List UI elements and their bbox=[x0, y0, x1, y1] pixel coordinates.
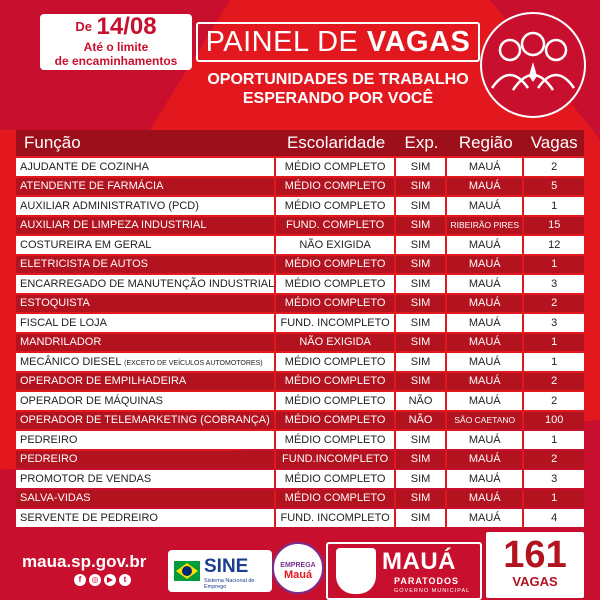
cell-vagas bbox=[524, 275, 584, 293]
cell-escolaridade-text: FUND. INCOMPLETO bbox=[280, 316, 390, 329]
cell-funcao-text: OPERADOR DE TELEMARKETING (COBRANÇA) bbox=[20, 414, 270, 427]
people-icon bbox=[478, 10, 588, 120]
table-row bbox=[16, 373, 584, 391]
table-row bbox=[16, 256, 584, 274]
maua-logo bbox=[326, 542, 482, 600]
deadline-box bbox=[40, 14, 192, 70]
cell-vagas-text: 15 bbox=[548, 219, 561, 232]
cell-exp bbox=[396, 353, 447, 371]
cell-escolaridade bbox=[276, 431, 396, 449]
cell-escolaridade-text: MÉDIO COMPLETO bbox=[284, 414, 386, 427]
page-subtitle bbox=[196, 70, 480, 108]
cell-escolaridade-text: FUND. INCOMPLETO bbox=[280, 511, 390, 524]
cell-regiao-text: MAUÁ bbox=[468, 258, 501, 271]
cell-regiao-text: MAUÁ bbox=[468, 297, 501, 310]
cell-regiao bbox=[447, 314, 524, 332]
column-header-exp: Exp. bbox=[396, 130, 447, 156]
cell-funcao-note: (EXCETO DE VEÍCULOS AUTOMOTORES) bbox=[124, 359, 263, 367]
cell-escolaridade-text: MÉDIO COMPLETO bbox=[284, 492, 386, 505]
cell-regiao bbox=[447, 158, 524, 176]
cell-exp bbox=[396, 256, 447, 274]
jobs-table bbox=[16, 128, 584, 529]
maua-name: MAUÁ bbox=[382, 548, 456, 575]
cell-exp bbox=[396, 470, 447, 488]
cell-regiao-text: MAUÁ bbox=[468, 336, 501, 349]
cell-funcao-text: OPERADOR DE EMPILHADEIRA bbox=[20, 375, 187, 388]
cell-regiao bbox=[447, 256, 524, 274]
cell-funcao-text: SALVA-VIDAS bbox=[20, 492, 91, 505]
cell-regiao-text: SÃO CAETANO bbox=[454, 415, 516, 426]
cell-funcao-text: MECÂNICO DIESEL bbox=[20, 355, 122, 368]
cell-regiao-text: MAUÁ bbox=[468, 199, 501, 212]
cell-funcao bbox=[16, 275, 276, 293]
cell-exp-text: SIM bbox=[410, 336, 431, 349]
cell-exp-text: SIM bbox=[410, 199, 431, 212]
cell-funcao-text: OPERADOR DE MÁQUINAS bbox=[20, 394, 164, 407]
table-row bbox=[16, 275, 584, 293]
facebook-icon[interactable]: f bbox=[74, 574, 86, 586]
cell-exp-text: SIM bbox=[410, 375, 431, 388]
total-vacancies bbox=[486, 532, 584, 598]
table-row bbox=[16, 451, 584, 469]
cell-funcao-text: AJUDANTE DE COZINHA bbox=[20, 160, 149, 173]
cell-vagas bbox=[524, 490, 584, 508]
cell-exp-text: SIM bbox=[410, 277, 431, 290]
table-row bbox=[16, 236, 584, 254]
cell-escolaridade bbox=[276, 412, 396, 430]
cell-exp-text: SIM bbox=[410, 316, 431, 329]
cell-escolaridade bbox=[276, 314, 396, 332]
total-label: VAGAS bbox=[512, 574, 558, 589]
cell-funcao-text: ENCARREGADO DE MANUTENÇÃO INDUSTRIAL bbox=[20, 277, 275, 290]
cell-funcao bbox=[16, 451, 276, 469]
twitter-icon[interactable]: t bbox=[119, 574, 131, 586]
cell-funcao bbox=[16, 431, 276, 449]
date-value: 14/08 bbox=[96, 13, 157, 40]
cell-funcao-text: AUXILIAR ADMINISTRATIVO (PCD) bbox=[20, 199, 199, 212]
cell-regiao bbox=[447, 353, 524, 371]
cell-escolaridade-text: MÉDIO COMPLETO bbox=[284, 433, 386, 446]
cell-funcao-text: FISCAL DE LOJA bbox=[20, 316, 108, 329]
cell-funcao bbox=[16, 314, 276, 332]
cell-escolaridade bbox=[276, 470, 396, 488]
cell-regiao-text: MAUÁ bbox=[468, 375, 501, 388]
cell-regiao-text: MAUÁ bbox=[468, 511, 501, 524]
cell-vagas-text: 3 bbox=[551, 472, 558, 485]
title-light: PAINEL DE bbox=[205, 26, 359, 58]
cell-funcao bbox=[16, 334, 276, 352]
cell-vagas-text: 1 bbox=[551, 433, 558, 446]
emprega-bottom: Mauá bbox=[283, 569, 313, 581]
cell-regiao-text: MAUÁ bbox=[468, 433, 501, 446]
column-header-vagas: Vagas bbox=[524, 130, 584, 156]
cell-regiao bbox=[447, 334, 524, 352]
cell-regiao bbox=[447, 392, 524, 410]
date-prefix: De bbox=[75, 19, 93, 34]
cell-exp-text: SIM bbox=[410, 238, 431, 251]
cell-exp-text: SIM bbox=[410, 453, 431, 466]
cell-funcao-text: PROMOTOR DE VENDAS bbox=[20, 472, 152, 485]
footer bbox=[0, 522, 600, 600]
cell-escolaridade-text: MÉDIO COMPLETO bbox=[284, 472, 386, 485]
cell-vagas bbox=[524, 197, 584, 215]
cell-exp bbox=[396, 275, 447, 293]
table-row bbox=[16, 334, 584, 352]
table-row bbox=[16, 353, 584, 371]
cell-vagas bbox=[524, 451, 584, 469]
cell-escolaridade bbox=[276, 295, 396, 313]
cell-exp-text: SIM bbox=[410, 160, 431, 173]
cell-regiao bbox=[447, 490, 524, 508]
cell-funcao bbox=[16, 217, 276, 235]
page-title bbox=[196, 22, 480, 62]
date-caption-2: de encaminhamentos bbox=[54, 54, 178, 68]
cell-funcao-text: ATENDENTE DE FARMÁCIA bbox=[20, 180, 164, 193]
cell-escolaridade bbox=[276, 490, 396, 508]
cell-vagas bbox=[524, 158, 584, 176]
cell-exp bbox=[396, 431, 447, 449]
cell-escolaridade bbox=[276, 373, 396, 391]
table-row bbox=[16, 217, 584, 235]
cell-regiao bbox=[447, 431, 524, 449]
cell-vagas-text: 12 bbox=[548, 238, 561, 251]
cell-funcao bbox=[16, 197, 276, 215]
cell-funcao bbox=[16, 470, 276, 488]
cell-escolaridade-text: NÃO EXIGIDA bbox=[299, 336, 371, 349]
cell-vagas-text: 3 bbox=[551, 277, 558, 290]
cell-escolaridade-text: MÉDIO COMPLETO bbox=[284, 160, 386, 173]
cell-exp-text: SIM bbox=[410, 258, 431, 271]
cell-funcao-text: PEDREIRO bbox=[20, 433, 78, 446]
cell-regiao bbox=[447, 275, 524, 293]
cell-escolaridade bbox=[276, 197, 396, 215]
cell-exp-text: SIM bbox=[410, 433, 431, 446]
cell-escolaridade-text: NÃO EXIGIDA bbox=[299, 238, 371, 251]
table-row bbox=[16, 431, 584, 449]
cell-exp bbox=[396, 236, 447, 254]
cell-vagas bbox=[524, 470, 584, 488]
cell-funcao-text: SERVENTE DE PEDREIRO bbox=[20, 511, 158, 524]
cell-exp bbox=[396, 451, 447, 469]
cell-vagas bbox=[524, 295, 584, 313]
cell-escolaridade bbox=[276, 334, 396, 352]
cell-regiao bbox=[447, 295, 524, 313]
cell-vagas bbox=[524, 236, 584, 254]
column-header-escolaridade: Escolaridade bbox=[276, 130, 396, 156]
cell-exp-text: SIM bbox=[410, 492, 431, 505]
maua-gov: GOVERNO MUNICIPAL bbox=[394, 588, 471, 594]
cell-funcao bbox=[16, 353, 276, 371]
cell-regiao-text: MAUÁ bbox=[468, 160, 501, 173]
cell-regiao-text: MAUÁ bbox=[468, 492, 501, 505]
cell-vagas bbox=[524, 373, 584, 391]
subtitle-line-1: OPORTUNIDADES DE TRABALHO bbox=[207, 71, 469, 88]
cell-vagas-text: 1 bbox=[551, 355, 558, 368]
column-header-funcao: Função bbox=[16, 130, 276, 156]
sine-sub: Sistema Nacional de Emprego bbox=[204, 578, 255, 590]
cell-funcao bbox=[16, 295, 276, 313]
cell-funcao-text: MANDRILADOR bbox=[20, 336, 102, 349]
cell-vagas bbox=[524, 256, 584, 274]
cell-funcao bbox=[16, 392, 276, 410]
sine-label: SINE bbox=[204, 556, 249, 577]
cell-vagas bbox=[524, 431, 584, 449]
cell-funcao-text: ELETRICISTA DE AUTOS bbox=[20, 258, 148, 271]
cell-funcao bbox=[16, 412, 276, 430]
cell-vagas-text: 1 bbox=[551, 199, 558, 212]
cell-escolaridade-text: MÉDIO COMPLETO bbox=[284, 258, 386, 271]
cell-exp-text: SIM bbox=[410, 355, 431, 368]
cell-vagas-text: 100 bbox=[545, 414, 564, 427]
instagram-icon[interactable]: ◎ bbox=[89, 574, 101, 586]
city-crest-icon bbox=[336, 548, 376, 594]
cell-exp-text: SIM bbox=[410, 297, 431, 310]
cell-escolaridade-text: MÉDIO COMPLETO bbox=[284, 375, 386, 388]
cell-exp bbox=[396, 314, 447, 332]
cell-vagas-text: 2 bbox=[551, 453, 558, 466]
cell-exp bbox=[396, 158, 447, 176]
cell-vagas bbox=[524, 178, 584, 196]
sine-logo bbox=[168, 550, 272, 592]
cell-regiao-text: MAUÁ bbox=[468, 394, 501, 407]
cell-escolaridade bbox=[276, 217, 396, 235]
cell-vagas-text: 5 bbox=[551, 180, 558, 193]
table-row bbox=[16, 295, 584, 313]
cell-funcao bbox=[16, 373, 276, 391]
cell-exp-text: NÃO bbox=[408, 394, 433, 407]
cell-regiao bbox=[447, 178, 524, 196]
cell-escolaridade-text: FUND. COMPLETO bbox=[286, 219, 385, 232]
cell-regiao bbox=[447, 451, 524, 469]
cell-regiao-text: MAUÁ bbox=[468, 355, 501, 368]
cell-exp bbox=[396, 295, 447, 313]
cell-exp bbox=[396, 197, 447, 215]
cell-exp bbox=[396, 373, 447, 391]
cell-vagas bbox=[524, 412, 584, 430]
brazil-flag-icon bbox=[174, 558, 200, 584]
column-header-regiao: Região bbox=[447, 130, 524, 156]
cell-escolaridade bbox=[276, 158, 396, 176]
cell-escolaridade bbox=[276, 256, 396, 274]
cell-escolaridade bbox=[276, 236, 396, 254]
table-row bbox=[16, 392, 584, 410]
table-row bbox=[16, 197, 584, 215]
emprega-top: EMPREGA bbox=[280, 562, 316, 569]
cell-vagas bbox=[524, 217, 584, 235]
cell-vagas-text: 2 bbox=[551, 297, 558, 310]
cell-escolaridade bbox=[276, 275, 396, 293]
cell-exp-text: SIM bbox=[410, 180, 431, 193]
cell-vagas-text: 2 bbox=[551, 375, 558, 388]
cell-exp bbox=[396, 178, 447, 196]
cell-escolaridade-text: MÉDIO COMPLETO bbox=[284, 297, 386, 310]
table-row bbox=[16, 470, 584, 488]
cell-regiao-text: MAUÁ bbox=[468, 277, 501, 290]
table-row bbox=[16, 158, 584, 176]
cell-exp bbox=[396, 392, 447, 410]
cell-exp-text: SIM bbox=[410, 472, 431, 485]
cell-escolaridade-text: MÉDIO COMPLETO bbox=[284, 394, 386, 407]
cell-exp bbox=[396, 334, 447, 352]
cell-regiao-text: MAUÁ bbox=[468, 453, 501, 466]
title-bold: VAGAS bbox=[366, 26, 471, 58]
cell-funcao-text: ESTOQUISTA bbox=[20, 297, 90, 310]
table-row bbox=[16, 490, 584, 508]
cell-escolaridade-text: MÉDIO COMPLETO bbox=[284, 355, 386, 368]
cell-escolaridade-text: MÉDIO COMPLETO bbox=[284, 277, 386, 290]
cell-exp bbox=[396, 490, 447, 508]
cell-exp-text: SIM bbox=[410, 219, 431, 232]
cell-regiao bbox=[447, 373, 524, 391]
cell-regiao-text: MAUÁ bbox=[468, 238, 501, 251]
cell-regiao bbox=[447, 217, 524, 235]
cell-exp bbox=[396, 217, 447, 235]
cell-regiao-text: MAUÁ bbox=[468, 180, 501, 193]
cell-exp bbox=[396, 412, 447, 430]
cell-regiao bbox=[447, 197, 524, 215]
cell-regiao bbox=[447, 470, 524, 488]
cell-regiao-text: MAUÁ bbox=[468, 316, 501, 329]
cell-vagas-text: 1 bbox=[551, 336, 558, 349]
cell-vagas-text: 4 bbox=[551, 511, 558, 524]
cell-funcao bbox=[16, 236, 276, 254]
table-header-row bbox=[16, 130, 584, 156]
cell-vagas bbox=[524, 353, 584, 371]
subtitle-line-2: ESPERANDO POR VOCÊ bbox=[242, 90, 434, 107]
social-links bbox=[74, 574, 131, 586]
site-link[interactable]: maua.sp.gov.br bbox=[22, 552, 147, 571]
cell-funcao bbox=[16, 256, 276, 274]
cell-funcao-text: COSTUREIRA EM GERAL bbox=[20, 238, 152, 251]
cell-escolaridade-text: MÉDIO COMPLETO bbox=[284, 199, 386, 212]
cell-exp-text: SIM bbox=[410, 511, 431, 524]
cell-vagas-text: 2 bbox=[551, 394, 558, 407]
cell-escolaridade bbox=[276, 353, 396, 371]
cell-vagas bbox=[524, 334, 584, 352]
cell-regiao bbox=[447, 236, 524, 254]
cell-escolaridade bbox=[276, 178, 396, 196]
cell-vagas-text: 3 bbox=[551, 316, 558, 329]
cell-vagas-text: 1 bbox=[551, 492, 558, 505]
cell-escolaridade-text: MÉDIO COMPLETO bbox=[284, 180, 386, 193]
cell-regiao bbox=[447, 412, 524, 430]
cell-escolaridade bbox=[276, 451, 396, 469]
table-row bbox=[16, 178, 584, 196]
youtube-icon[interactable]: ▶ bbox=[104, 574, 116, 586]
cell-escolaridade bbox=[276, 392, 396, 410]
emprega-maua-logo bbox=[272, 542, 324, 594]
date-caption-1: Até o limite bbox=[83, 40, 149, 54]
table-row bbox=[16, 314, 584, 332]
cell-regiao-text: MAUÁ bbox=[468, 472, 501, 485]
cell-escolaridade-text: FUND.INCOMPLETO bbox=[282, 453, 389, 466]
total-value: 161 bbox=[503, 534, 567, 576]
cell-funcao bbox=[16, 178, 276, 196]
cell-funcao-text: PEDREIRO bbox=[20, 453, 78, 466]
maua-tagline: PARATODOS bbox=[394, 576, 460, 586]
cell-vagas bbox=[524, 392, 584, 410]
cell-funcao bbox=[16, 490, 276, 508]
cell-vagas-text: 1 bbox=[551, 258, 558, 271]
cell-funcao bbox=[16, 158, 276, 176]
cell-exp-text: NÃO bbox=[408, 414, 433, 427]
cell-vagas-text: 2 bbox=[551, 160, 558, 173]
cell-regiao-text: RIBEIRÃO PIRES bbox=[450, 220, 519, 231]
cell-funcao-text: AUXILIAR DE LIMPEZA INDUSTRIAL bbox=[20, 219, 207, 232]
table-row bbox=[16, 412, 584, 430]
cell-vagas bbox=[524, 314, 584, 332]
